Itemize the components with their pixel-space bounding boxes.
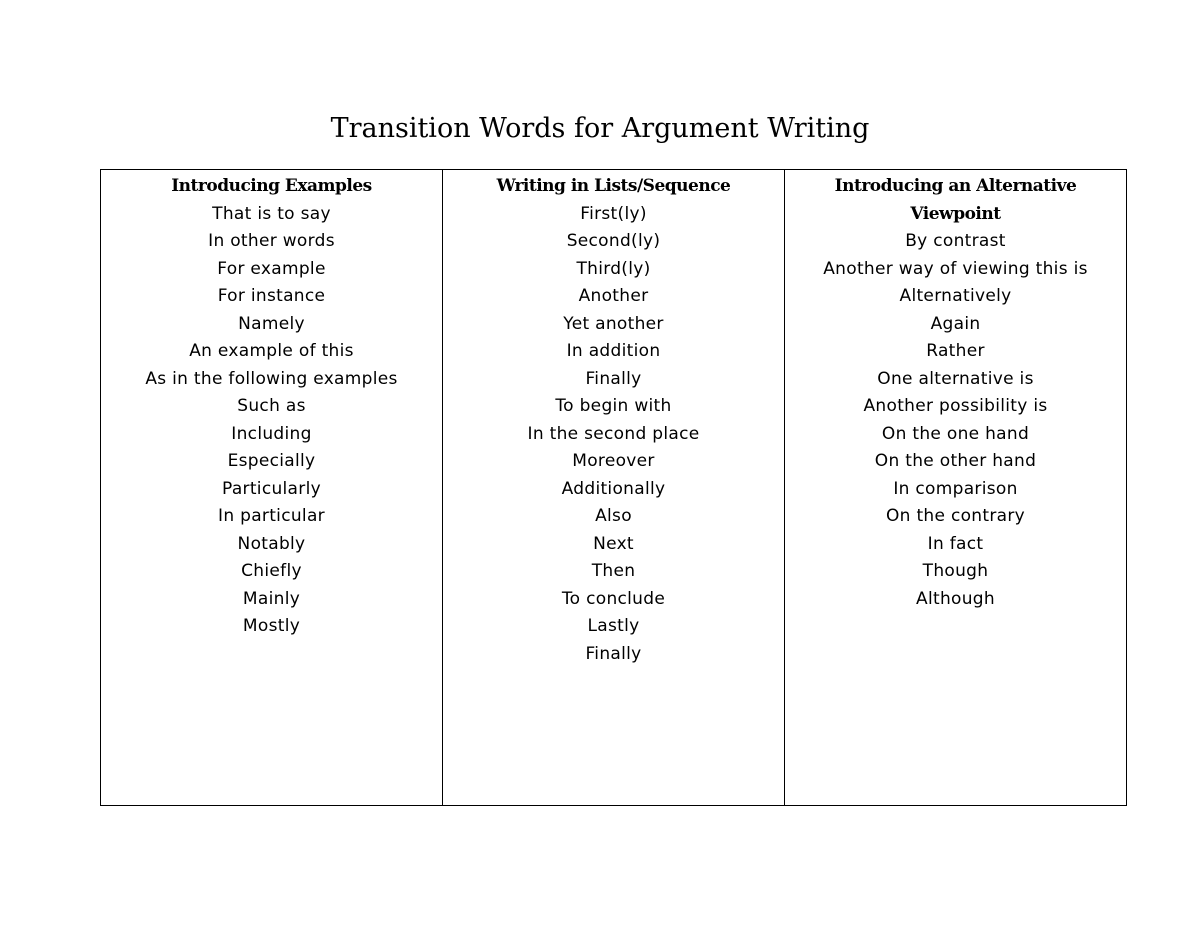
list-item: Lastly <box>587 616 640 636</box>
column-heading: Writing in Lists/Sequence <box>496 176 731 196</box>
page-title: Transition Words for Argument Writing <box>330 113 870 144</box>
list-item: On the other hand <box>874 451 1037 471</box>
list-item: One alternative is <box>877 368 1034 389</box>
list-item: To conclude <box>561 588 666 609</box>
list-item: Including <box>231 423 312 444</box>
list-item: Finally <box>585 643 642 664</box>
list-item: Another <box>578 286 649 306</box>
list-item: On the contrary <box>885 506 1025 526</box>
list-item: In addition <box>566 341 661 361</box>
list-item: In comparison <box>893 478 1018 499</box>
list-item: By contrast <box>905 231 1006 251</box>
column-introducing-examples <box>101 170 443 806</box>
list-item: Again <box>930 313 981 334</box>
list-item: Though <box>922 561 989 581</box>
list-item: Particularly <box>222 478 321 499</box>
word-list <box>447 201 780 669</box>
list-item: In other words <box>208 231 335 251</box>
list-item: That is to say <box>212 203 331 224</box>
list-item: Moreover <box>572 451 655 471</box>
list-item: Also <box>595 506 632 526</box>
list-item: Then <box>591 561 636 581</box>
list-item: Mostly <box>242 616 301 636</box>
list-item: Another possibility is <box>863 396 1048 416</box>
list-item: Third(ly) <box>576 258 651 279</box>
list-item: Such as <box>237 396 306 416</box>
list-item: Especially <box>227 451 316 471</box>
column-heading: Introducing Examples <box>171 176 372 196</box>
word-list <box>789 228 1122 613</box>
list-item: In the second place <box>527 423 700 444</box>
list-item: In particular <box>218 506 325 526</box>
list-item: Alternatively <box>899 286 1012 306</box>
word-list <box>105 201 438 641</box>
list-item: Finally <box>585 368 642 389</box>
list-item: For example <box>217 258 326 279</box>
list-item: Additionally <box>561 478 666 499</box>
list-item: An example of this <box>189 341 354 361</box>
list-item: Yet another <box>563 313 664 334</box>
column-heading: Introducing an Alternative Viewpoint <box>834 176 1077 224</box>
list-item: Rather <box>926 341 985 361</box>
list-item: For instance <box>217 286 326 306</box>
list-item: Although <box>916 588 995 609</box>
column-writing-in-lists <box>443 170 785 806</box>
list-item: Next <box>593 533 634 554</box>
list-item: On the one hand <box>881 423 1030 444</box>
list-item: To begin with <box>555 396 672 416</box>
list-item: First(ly) <box>580 203 647 224</box>
list-item: Chiefly <box>241 561 302 581</box>
list-item: In fact <box>927 533 984 554</box>
list-item: Notably <box>237 533 306 554</box>
list-item: Mainly <box>242 588 301 609</box>
list-item: Another way of viewing this is <box>823 258 1088 279</box>
list-item: Second(ly) <box>566 231 661 251</box>
transition-words-table <box>100 169 1127 806</box>
list-item: Namely <box>238 313 305 334</box>
list-item: As in the following examples <box>145 368 398 389</box>
table-row <box>101 170 1127 806</box>
column-alternative-viewpoint <box>785 170 1127 806</box>
